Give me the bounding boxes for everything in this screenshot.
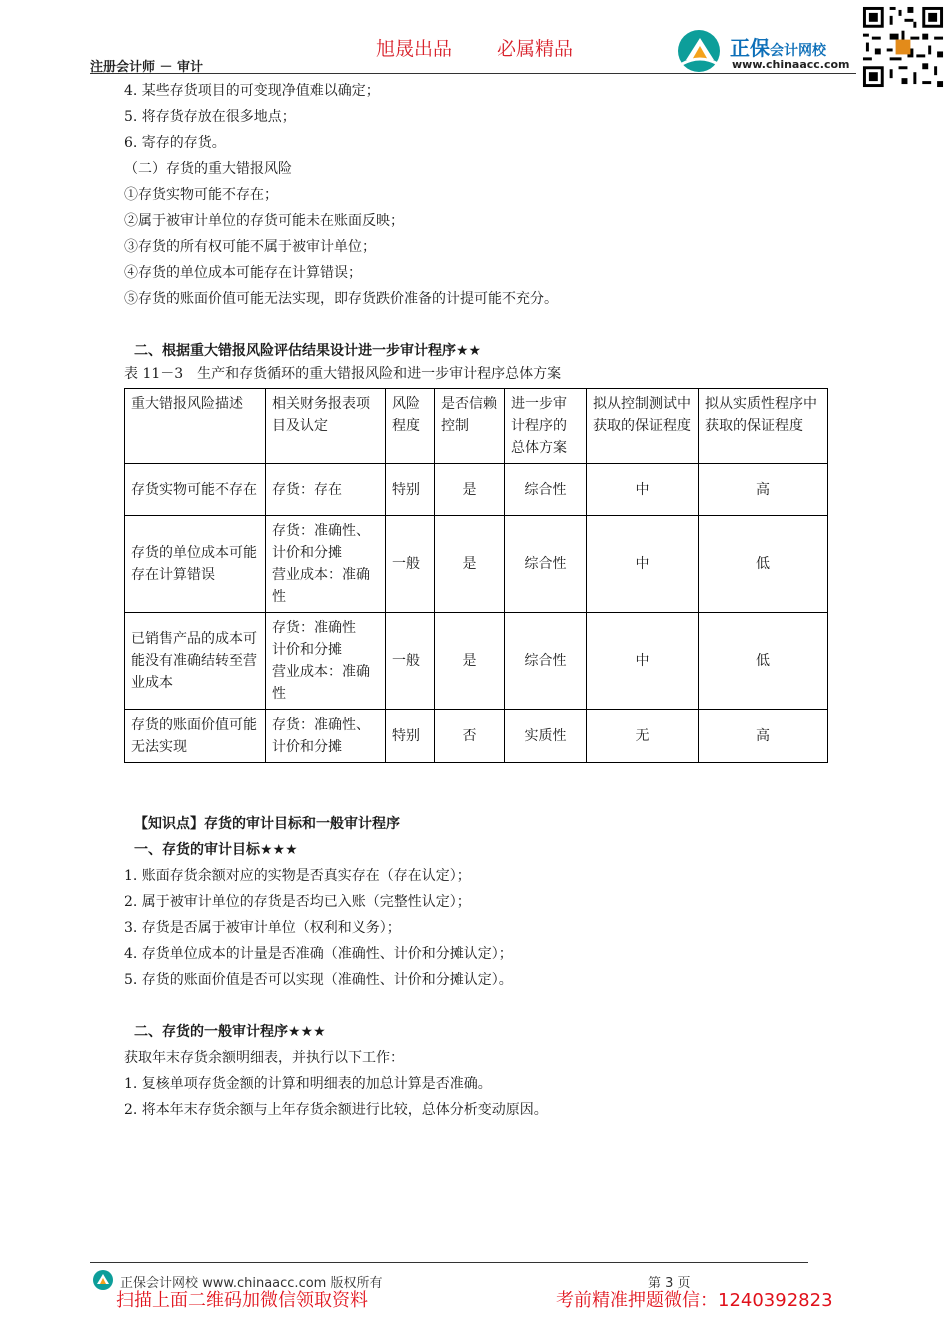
spacer	[124, 312, 830, 338]
table-cell: 综合性	[505, 516, 587, 613]
knowledge-heading: 【知识点】存货的审计目标和一般审计程序	[134, 816, 400, 832]
list-item: （二）存货的重大错报风险	[124, 161, 292, 177]
table-cell: 一般	[386, 613, 435, 710]
table-cell: 存货：存在	[266, 464, 386, 516]
table-cell: 是	[435, 464, 505, 516]
table-cell: 低	[699, 613, 828, 710]
table-row	[125, 710, 828, 763]
table-cell: 存货的账面价值可能无法实现	[125, 710, 266, 763]
page-body	[124, 78, 830, 1123]
table-row	[125, 516, 828, 613]
table-cell: 高	[699, 710, 828, 763]
logo-url: www.chinaacc.com	[732, 58, 850, 71]
table-cell: 综合性	[505, 464, 587, 516]
table-cell: 存货实物可能不存在	[125, 464, 266, 516]
table-cell: 是	[435, 516, 505, 613]
list-item: 4. 存货单位成本的计量是否准确（准确性、计价和分摊认定）；	[124, 946, 513, 962]
list-item: ①存货实物可能不存在；	[124, 187, 278, 203]
table-header-cell: 是否信赖控制	[435, 389, 505, 464]
list-item: ⑤存货的账面价值可能无法实现，即存货跌价准备的计提可能不充分。	[124, 291, 558, 307]
section-heading: 二、存货的一般审计程序★★★	[134, 1024, 326, 1040]
qr-code-icon	[860, 4, 946, 90]
table-header-cell: 拟从实质性程序中获取的保证程度	[699, 389, 828, 464]
header-slogan-2: 必属精品	[497, 38, 574, 60]
table-cell: 否	[435, 710, 505, 763]
table-cell: 无	[587, 710, 699, 763]
table-caption: 表 11－3 生产和存货循环的重大错报风险和进一步审计程序总体方案	[124, 366, 562, 382]
table-header-row	[125, 389, 828, 464]
table-cell: 综合性	[505, 613, 587, 710]
logo-sub: 会计网校	[770, 43, 826, 59]
list-item: ④存货的单位成本可能存在计算错误；	[124, 265, 362, 281]
table-cell: 特别	[386, 710, 435, 763]
list-item: 5. 将存货存放在很多地点；	[124, 109, 296, 125]
table-cell: 中	[587, 613, 699, 710]
list-item: ③存货的所有权可能不属于被审计单位；	[124, 239, 376, 255]
table-cell: 中	[587, 464, 699, 516]
intro-list	[124, 78, 830, 312]
table-cell: 存货：准确性 计价和分摊 营业成本：准确性	[266, 613, 386, 710]
table-row	[125, 464, 828, 516]
table-header-cell: 拟从控制测试中获取的保证程度	[587, 389, 699, 464]
logo-text	[730, 32, 826, 61]
list-item: 1. 复核单项存货金额的计算和明细表的加总计算是否准确。	[124, 1076, 492, 1092]
promo-qr-text: 扫描上面二维码加微信领取资料	[116, 1290, 368, 1311]
procedures-list	[124, 1045, 830, 1123]
table-cell: 中	[587, 516, 699, 613]
table-header-cell: 风险程度	[386, 389, 435, 464]
table-cell: 已销售产品的成本可能没有准确结转至营业成本	[125, 613, 266, 710]
footer-divider	[90, 1262, 808, 1263]
table-cell: 特别	[386, 464, 435, 516]
table-cell: 低	[699, 516, 828, 613]
table-cell: 存货：准确性、计价和分摊 营业成本：准确性	[266, 516, 386, 613]
section-heading: 二、根据重大错报风险评估结果设计进一步审计程序★★	[134, 343, 482, 359]
list-item: 4. 某些存货项目的可变现净值难以确定；	[124, 83, 380, 99]
table-row	[125, 613, 828, 710]
table-cell: 存货：准确性、计价和分摊	[266, 710, 386, 763]
logo-name: 正保	[730, 36, 770, 60]
list-item: 2. 将本年末存货余额与上年存货余额进行比较，总体分析变动原因。	[124, 1102, 548, 1118]
promo-wechat-text: 考前精准押题微信：1240392823	[556, 1290, 833, 1311]
table-cell: 高	[699, 464, 828, 516]
table-cell: 一般	[386, 516, 435, 613]
logo-emblem-icon	[676, 28, 724, 74]
table-cell: 是	[435, 613, 505, 710]
chinaacc-logo[interactable]	[676, 28, 861, 74]
spacer	[124, 993, 830, 1019]
objectives-list	[124, 863, 830, 993]
table-cell: 实质性	[505, 710, 587, 763]
table-header-cell: 相关财务报表项目及认定	[266, 389, 386, 464]
section-heading: 一、存货的审计目标★★★	[134, 842, 298, 858]
list-item: 5. 存货的账面价值是否可以实现（准确性、计价和分摊认定）。	[124, 972, 513, 988]
risk-table	[124, 388, 828, 763]
table-cell: 存货的单位成本可能存在计算错误	[125, 516, 266, 613]
page-number: 第 3 页	[648, 1276, 691, 1291]
list-item: 1. 账面存货余额对应的实物是否真实存在（存在认定）；	[124, 868, 471, 884]
course-title: 注册会计师 － 审计	[90, 60, 204, 75]
spacer	[124, 763, 830, 811]
list-item: ②属于被审计单位的存货可能未在账面反映；	[124, 213, 404, 229]
list-item: 6. 寄存的存货。	[124, 135, 226, 151]
header-slogan-1: 旭晟出品	[376, 38, 453, 60]
list-item: 3. 存货是否属于被审计单位（权利和义务）；	[124, 920, 401, 936]
footer-copyright: 正保会计网校 www.chinaacc.com 版权所有	[120, 1276, 383, 1291]
footer-logo-icon	[92, 1269, 114, 1291]
list-item: 2. 属于被审计单位的存货是否均已入账（完整性认定）；	[124, 894, 471, 910]
table-header-cell: 进一步审计程序的总体方案	[505, 389, 587, 464]
list-item: 获取年末存货余额明细表，并执行以下工作：	[124, 1050, 404, 1066]
table-header-cell: 重大错报风险描述	[125, 389, 266, 464]
